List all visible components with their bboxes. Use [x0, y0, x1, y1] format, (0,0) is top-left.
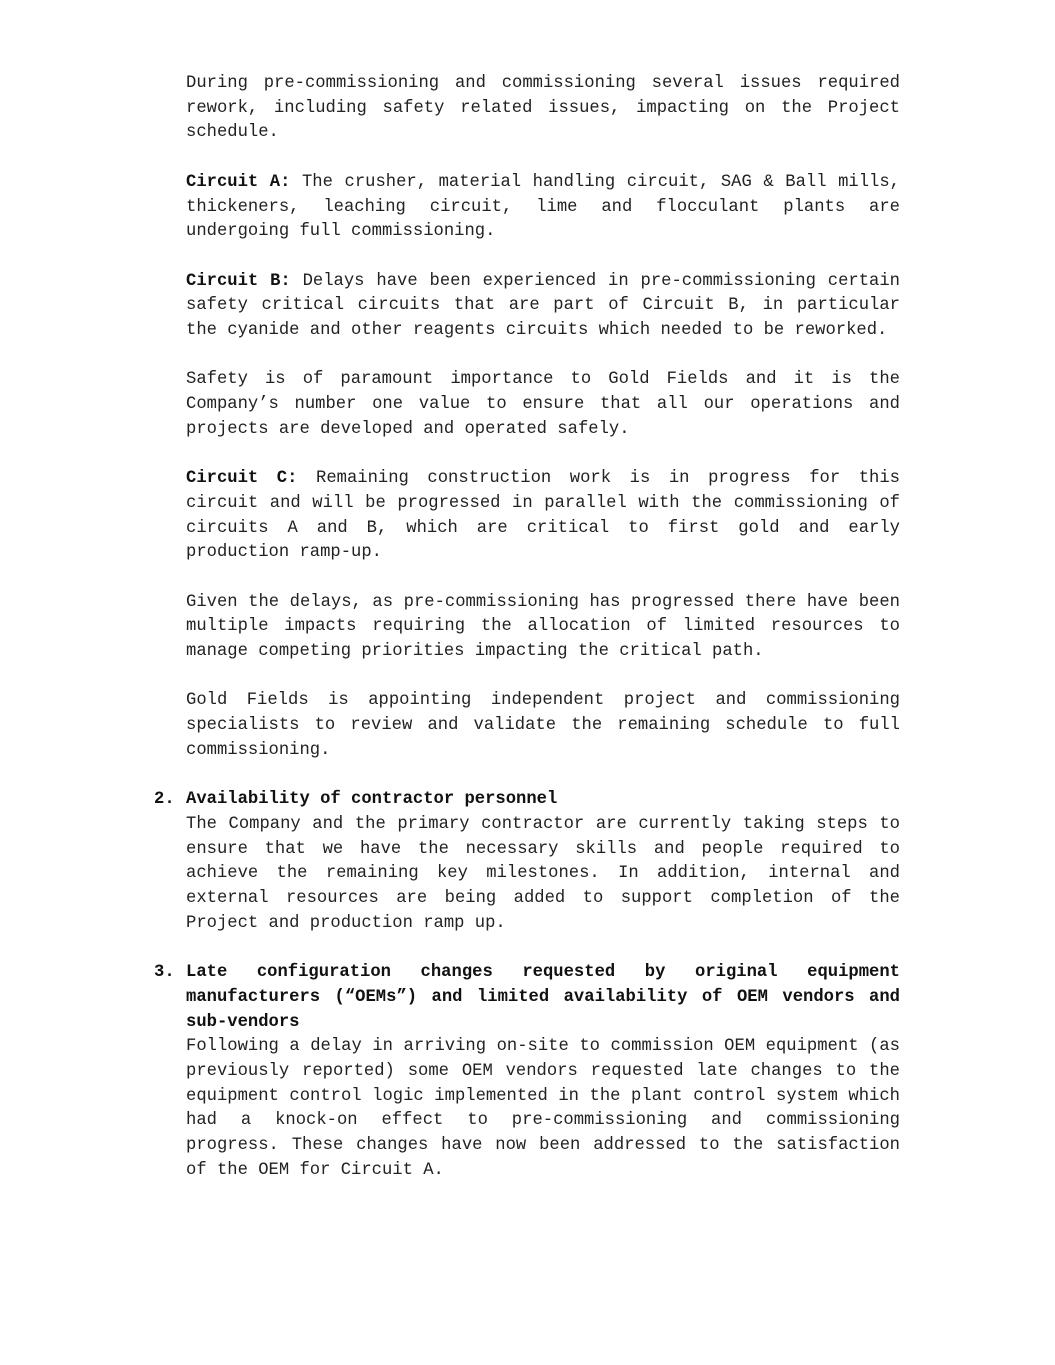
circuit-b-text: Delays have been experienced in pre-commissioning certain safety critical circuits that are part of Circuit B, in particular the cyanide and other reagents circuits which needed to be reworked. — [186, 271, 900, 340]
list-item-3 — [154, 961, 900, 1183]
specialists-paragraph: Gold Fields is appointing independent project and commissioning specialists to review and validate the remaining schedule to full commissioning. — [186, 691, 900, 760]
circuit-c-paragraph — [186, 467, 900, 566]
list-number-3: 3. — [154, 963, 175, 983]
item-3-heading: Late configuration changes requested by original equipment manufacturers (“OEMs”) and limited availability of OEM vendors and sub-vendors — [186, 963, 900, 1032]
item-2-text: The Company and the primary contractor are currently taking steps to ensure that we have the necessary skills and people required to achieve the remaining key milestones. In addition, internal and external resources are being added to support completion of the Project and production ramp up. — [186, 814, 900, 933]
circuit-b-paragraph — [186, 270, 900, 344]
circuit-b-label: Circuit B: — [186, 271, 291, 291]
item-3-text: Following a delay in arriving on-site to commission OEM equipment (as previously reported) some OEM vendors requested late changes to the equipment control logic implemented in the plant control system which had a knock-on effect to pre-commissioning and commissioning progress. These changes have now been addressed to the satisfaction of the OEM for Circuit A. — [186, 1037, 900, 1180]
circuit-a-text: The crusher, material handling circuit, SAG & Ball mills, thickeners, leaching circuit, lime and flocculant plants are undergoing full commissioning. — [186, 172, 900, 242]
circuit-c-label: Circuit C: — [186, 469, 298, 489]
list-number-2: 2. — [154, 790, 175, 810]
delays-paragraph: Given the delays, as pre-commissioning has progressed there have been multiple impacts requiring the allocation of limited resources to manage competing priorities impacting the critical path. — [186, 592, 900, 662]
intro-paragraph: During pre-commissioning and commissioning several issues required rework, including safety related issues, impacting on the Project schedule. — [186, 74, 900, 143]
circuit-a-label: Circuit A: — [186, 172, 291, 192]
safety-paragraph: Safety is of paramount importance to Gold Fields and it is the Company’s number one value to ensure that all our operations and projects are developed and operated safely. — [186, 370, 900, 439]
circuit-c-text: Remaining construction work is in progress for this circuit and will be progressed in parallel with the commissioning of circuits A and B, which are critical to first gold and early production ramp-up. — [186, 469, 900, 563]
list-item-2 — [154, 788, 900, 936]
document-body — [154, 72, 900, 1208]
item-2-heading: Availability of contractor personnel — [186, 790, 558, 810]
circuit-a-paragraph — [186, 171, 900, 245]
